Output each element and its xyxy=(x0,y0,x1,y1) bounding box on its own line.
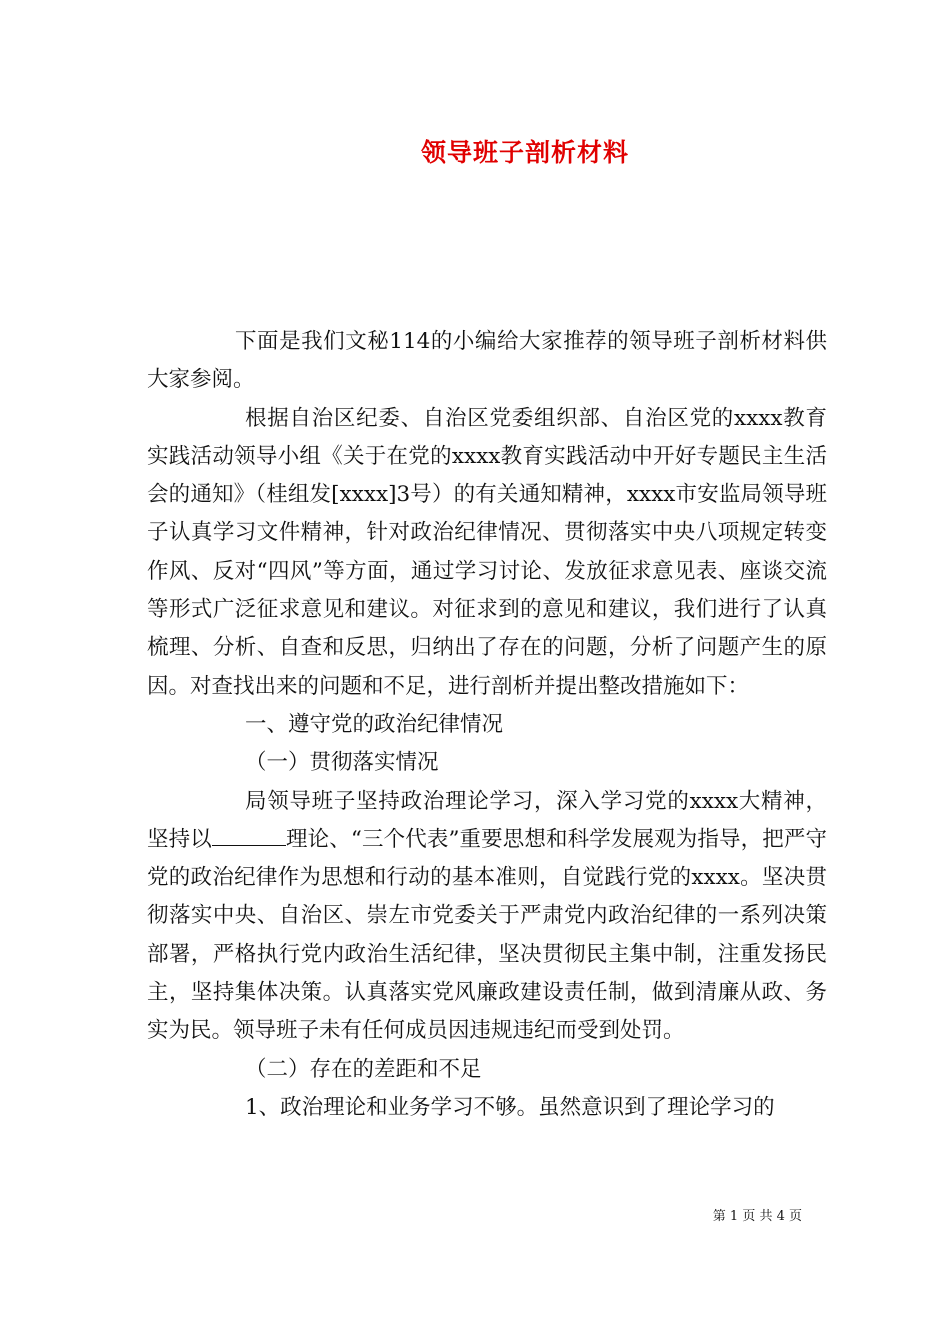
section-heading: 一、遵守党的政治纪律情况 xyxy=(245,711,504,737)
list-item: 1、政治理论和业务学习不够。虽然意识到了理论学习的 xyxy=(245,1094,775,1120)
blank-underline xyxy=(212,825,286,846)
page-number: 第 1 页 共 4 页 xyxy=(712,1209,802,1224)
background-paragraph: 根据自治区纪委、自治区党委组织部、自治区党的xxxx教育实践活动领导小组《关于在党的xxxx教育实践活动中开好专题民主生活会的通知》（桂组发[xxxx]3号）的有关通知精神，xxxx市安监局领导班子认真学习文件精神，针对政治纪律情况、贯彻落实中央八项规定转变作风、反对“四风”等方面，通过学习讨论、发放征求意见表、座谈交流等形式广泛征求意见和建议。对征求到的意见和建议，我们进行了认真梳理、分析、自查和反思，归纳出了存在的问题，分析了问题产生的原因。对查找出来的问题和不足，进行剖析并提出整改措施如下： xyxy=(147,405,827,699)
subsection-heading: （二）存在的差距和不足 xyxy=(245,1056,482,1082)
document-body xyxy=(147,323,827,1127)
document-title: 领导班子剖析材料 xyxy=(420,138,629,167)
implementation-paragraph xyxy=(147,783,827,1051)
intro-paragraph: 下面是我们文秘114的小编给大家推荐的领导班子剖析材料供大家参阅。 xyxy=(147,329,827,393)
implementation-text-start: 局领导班子坚持政治理论学习，深入学习党的xxxx大精神，坚持以 xyxy=(147,788,827,852)
implementation-text-end: 理论、“三个代表”重要思想和科学发展观为指导，把严守党的政治纪律作为思想和行动的基本准则，自觉践行党的xxxx。坚决贯彻落实中央、自治区、崇左市党委关于严肃党内政治纪律的一系列决策部署，严格执行党内政治生活纪律，坚决贯彻民主集中制，注重发扬民主，坚持集体决策。认真落实党风廉政建设责任制，做到清廉从政、务实为民。领导班子未有任何成员因违规违纪而受到处罚。 xyxy=(147,826,827,1044)
subsection-heading: （一）贯彻落实情况 xyxy=(245,750,439,776)
